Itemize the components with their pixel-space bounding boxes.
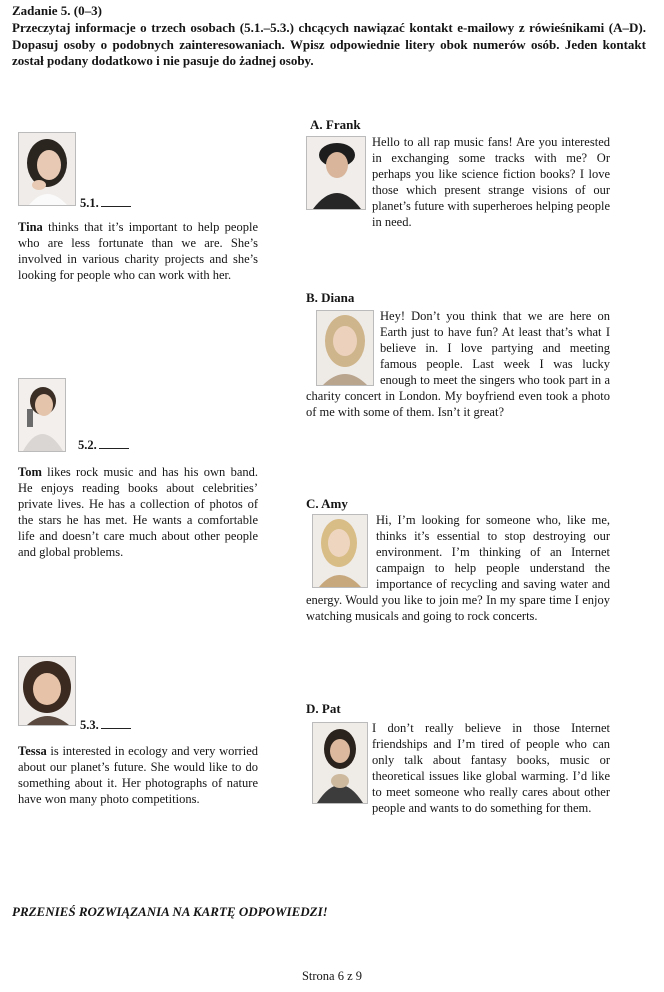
answer-blank-5-1[interactable] [101,196,131,207]
contact-b-title: B. Diana [306,290,355,305]
photo-tina [18,132,76,206]
number-5-3: 5.3. [80,718,131,733]
person-tessa-text: Tessa is interested in ecology and very worried about our planet’s future. She would like to do something about it. Her photographs of nature have won many photo competitions. [18,744,258,806]
contact-b-text: Hey! Don’t you think that we are here on Earth just to have fun? At least that’s what I believe in. I love partying and meeting famous people. Last week I was lucky enough to meet the singers who took part in a charity concert in London. My boyfriend even took a photo of me with some of them. Isn’t it great? [306,309,610,419]
person-tom-text: Tom likes rock music and has his own band. He enjoys reading books about celebrities’ private lives. He has a collection of photos of the stars he has met. He wants a comfortable life and doesn’t care much about other people and global problems. [18,465,258,559]
contact-a-text: Hello to all rap music fans! Are you interested in exchanging some tracks with me? Or perhaps you like science fiction books? I love those which present strange visions of our planet’s future with superheroes helping people in need. [372,135,610,229]
person-tina-text: Tina thinks that it’s important to help people who are less fortunate than we are. She’s involved in various charity projects and she’s looking for people who can work with her. [18,220,258,282]
contact-c-text: Hi, I’m looking for someone who, like me, thinks it’s essential to stop destroying our environment. I’m thinking of an Internet campaign to help people understand the importance of recycling and saving water and energy. Would you like to join me? In my spare time I enjoy watching musicals and going to rock concerts. [306,513,610,623]
photo-tessa [18,656,76,726]
footer-note: PRZENIEŚ ROZWIĄZANIA NA KARTĘ ODPOWIEDZI! [12,904,328,919]
number-5-1: 5.1. [80,196,131,211]
contact-a-title: A. Frank [310,117,361,132]
contact-d-title: D. Pat [306,701,341,716]
contact-c-title: C. Amy [306,496,348,511]
photo-tom [18,378,66,452]
number-5-2: 5.2. [78,438,129,453]
answer-blank-5-2[interactable] [99,438,129,449]
answer-blank-5-3[interactable] [101,718,131,729]
contact-d-text: I don’t really believe in those Internet friendships and I’m tired of people who can only talk about fantasy books, music or theoretical issues like global warming. I’d like to meet someone who really cares about other people and wants to do something for them. [372,721,610,815]
page-number: Strona 6 z 9 [301,969,363,983]
task-instruction: Przeczytaj informacje o trzech osobach (5.1.–5.3.) chcących nawiązać kontakt e-mailowy z rówieśnikami (A–D). Dopasuj osoby o podobnych zainteresowaniach. Wpisz odpowiednie litery obok numerów osób. Jeden kontakt został podany dodatkowo i nie pasuje do żadnej osoby. [12,20,646,68]
task-title: Zadanie 5. (0–3) [12,3,102,18]
